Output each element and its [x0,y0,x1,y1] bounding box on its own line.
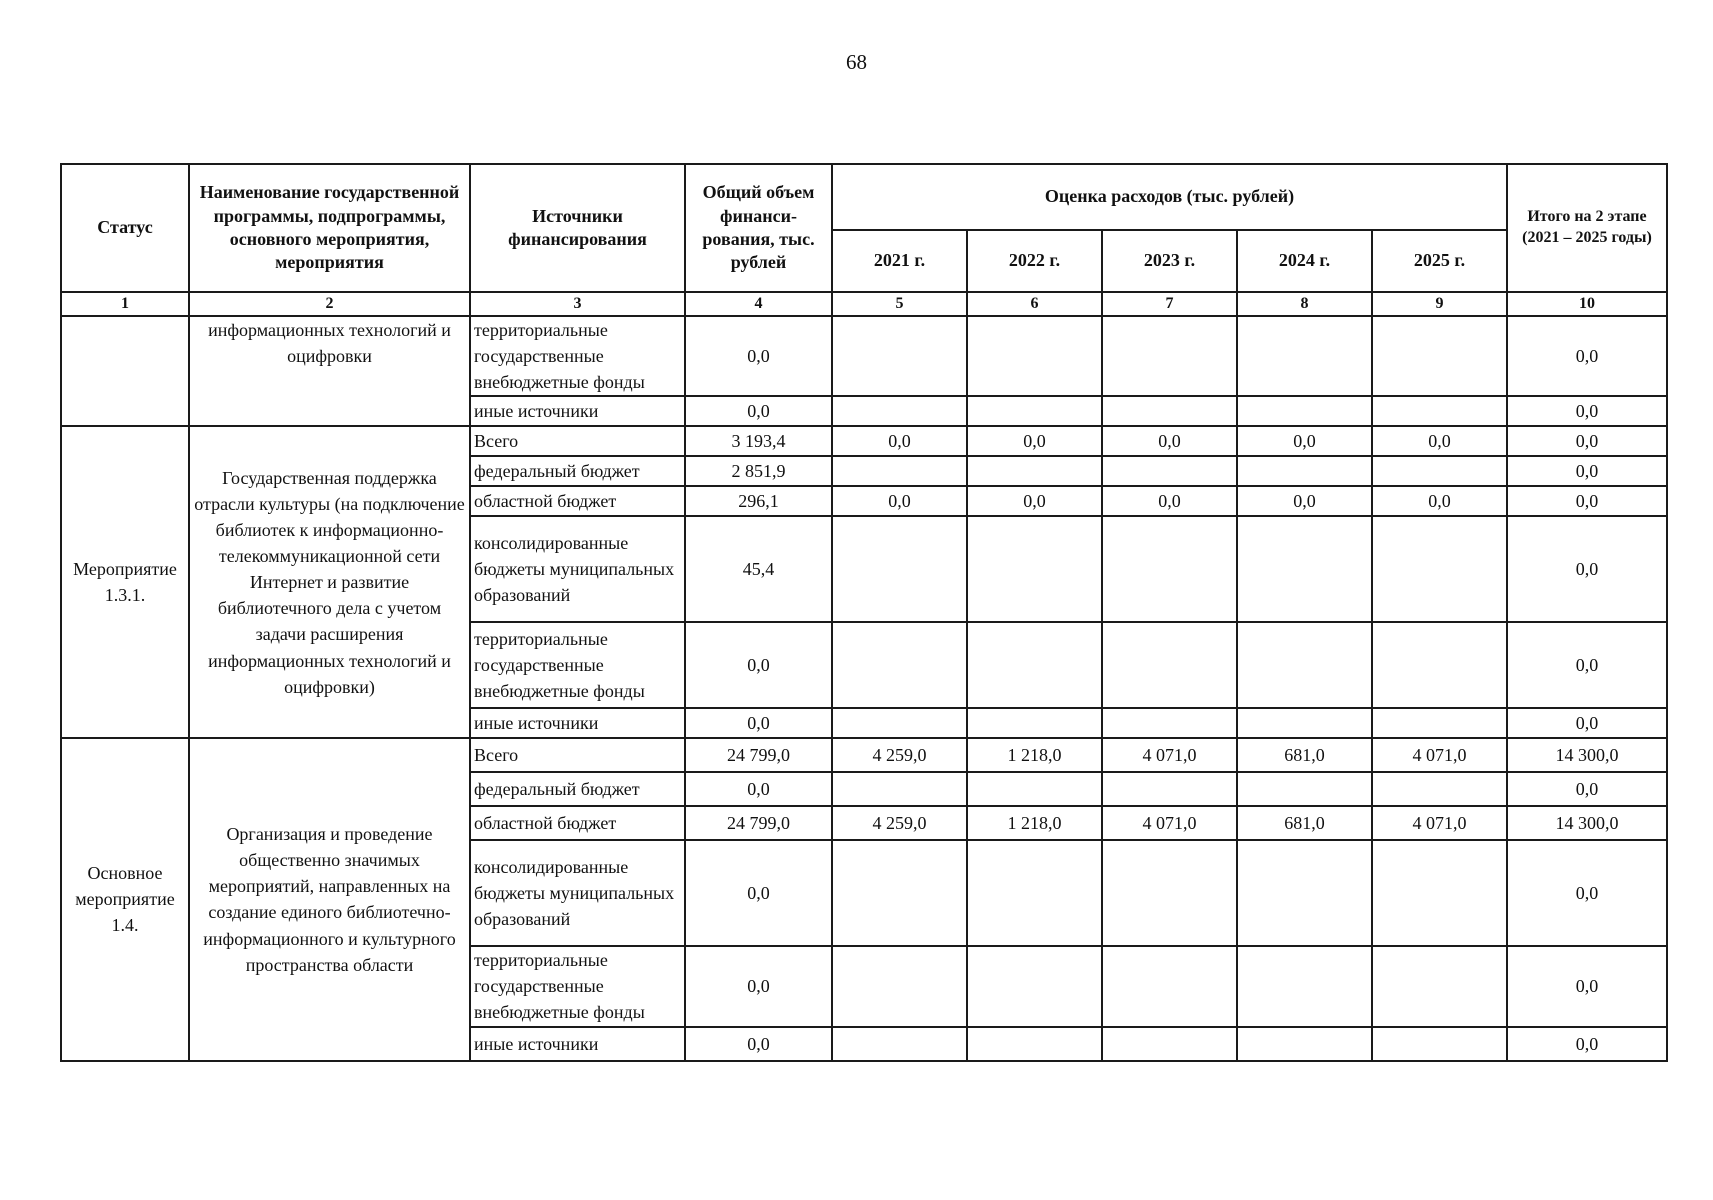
column-index: 6 [967,292,1102,316]
header-status: Статус [61,164,189,292]
year-cell [1372,456,1507,486]
year-cell: 0,0 [967,426,1102,456]
year-cell [1372,316,1507,396]
year-cell [832,396,967,426]
year-cell [967,1027,1102,1061]
year-cell [832,516,967,622]
source-cell: иные источники [470,1027,685,1061]
status-cell: Мероприятие 1.3.1. [61,426,189,738]
total-cell: 3 193,4 [685,426,832,456]
year-cell: 0,0 [1237,486,1372,516]
year-cell: 4 071,0 [1372,806,1507,840]
year-cell [967,396,1102,426]
total-cell: 296,1 [685,486,832,516]
total-cell: 0,0 [685,946,832,1026]
year-cell: 681,0 [1237,806,1372,840]
total-cell: 0,0 [685,622,832,708]
stage-total-cell: 0,0 [1507,1027,1667,1061]
total-cell: 0,0 [685,1027,832,1061]
year-cell: 0,0 [1237,426,1372,456]
source-cell: федеральный бюджет [470,772,685,806]
header-name: Наименование государственной программы, подпрограммы, основного мероприятия, мероприятия [189,164,470,292]
year-cell [967,622,1102,708]
year-cell [832,840,967,946]
budget-table [60,163,1668,1062]
source-cell: федеральный бюджет [470,456,685,486]
stage-total-cell: 0,0 [1507,516,1667,622]
year-cell [1102,516,1237,622]
header-year: 2025 г. [1372,230,1507,292]
source-cell: областной бюджет [470,806,685,840]
source-cell: Всего [470,738,685,772]
year-cell [832,316,967,396]
year-cell [832,1027,967,1061]
year-cell [967,316,1102,396]
total-cell: 0,0 [685,396,832,426]
total-cell: 24 799,0 [685,738,832,772]
column-index: 4 [685,292,832,316]
stage-total-cell: 0,0 [1507,396,1667,426]
stage-total-cell: 0,0 [1507,486,1667,516]
stage-total-cell: 0,0 [1507,708,1667,738]
year-cell: 4 259,0 [832,806,967,840]
year-cell: 4 259,0 [832,738,967,772]
stage-total-cell: 14 300,0 [1507,738,1667,772]
program-name-cell: информационных технологий и оцифровки [189,316,470,426]
year-cell [1237,840,1372,946]
year-cell [1237,1027,1372,1061]
program-name-cell: Организация и проведение общественно значимых мероприятий, направленных на создание единого библиотечно-информационного и культурного пространства области [189,738,470,1060]
year-cell [1237,946,1372,1026]
table-row [61,426,1667,456]
year-cell [1102,622,1237,708]
header-year: 2023 г. [1102,230,1237,292]
year-cell: 0,0 [967,486,1102,516]
source-cell: иные источники [470,396,685,426]
year-cell: 1 218,0 [967,738,1102,772]
year-cell [1237,516,1372,622]
year-cell [1102,840,1237,946]
year-cell [967,708,1102,738]
source-cell: иные источники [470,708,685,738]
year-cell [1237,456,1372,486]
year-cell [1372,840,1507,946]
total-cell: 0,0 [685,708,832,738]
page-number: 68 [846,50,867,74]
header-estimate: Оценка расходов (тыс. рублей) [832,164,1507,230]
status-cell [61,316,189,426]
year-cell [832,946,967,1026]
year-cell [1372,1027,1507,1061]
year-cell: 1 218,0 [967,806,1102,840]
status-cell: Основное мероприятие 1.4. [61,738,189,1060]
year-cell: 4 071,0 [1102,806,1237,840]
year-cell [832,456,967,486]
year-cell [832,772,967,806]
source-cell: территориальные государственные внебюджетные фонды [470,946,685,1026]
stage-total-cell: 0,0 [1507,622,1667,708]
header-sources: Источники финансирования [470,164,685,292]
year-cell: 4 071,0 [1102,738,1237,772]
column-index: 10 [1507,292,1667,316]
year-cell [967,516,1102,622]
year-cell [1237,708,1372,738]
header-year: 2021 г. [832,230,967,292]
year-cell [1372,708,1507,738]
total-cell: 45,4 [685,516,832,622]
header-year: 2024 г. [1237,230,1372,292]
source-cell: консолидированные бюджеты муниципальных образований [470,840,685,946]
table-row [61,738,1667,772]
stage-total-cell: 0,0 [1507,426,1667,456]
year-cell [1102,396,1237,426]
year-cell [1372,516,1507,622]
header-stage-total: Итого на 2 этапе (2021 – 2025 годы) [1507,164,1667,292]
source-cell: территориальные государственные внебюджетные фонды [470,316,685,396]
year-cell [1372,396,1507,426]
year-cell: 4 071,0 [1372,738,1507,772]
year-cell [1102,708,1237,738]
year-cell [967,946,1102,1026]
year-cell: 0,0 [832,486,967,516]
year-cell: 681,0 [1237,738,1372,772]
year-cell [1372,772,1507,806]
year-cell [1237,622,1372,708]
column-index: 8 [1237,292,1372,316]
column-index: 2 [189,292,470,316]
year-cell [832,708,967,738]
year-cell [967,840,1102,946]
column-index: 9 [1372,292,1507,316]
source-cell: территориальные государственные внебюджетные фонды [470,622,685,708]
year-cell: 0,0 [1102,426,1237,456]
year-cell [1237,772,1372,806]
total-cell: 0,0 [685,840,832,946]
column-index: 3 [470,292,685,316]
total-cell: 0,0 [685,772,832,806]
column-index: 7 [1102,292,1237,316]
year-cell [1372,622,1507,708]
year-cell: 0,0 [1372,486,1507,516]
year-cell [967,772,1102,806]
source-cell: консолидированные бюджеты муниципальных образований [470,516,685,622]
year-cell [832,622,967,708]
total-cell: 24 799,0 [685,806,832,840]
year-cell [1237,316,1372,396]
source-cell: Всего [470,426,685,456]
year-cell [1102,1027,1237,1061]
program-name-cell: Государственная поддержка отрасли культуры (на подключение библиотек к информационно-телекоммуникационной сети Интернет и развитие библиотечного дела с учетом задачи расширения информационных технологий и оцифровки) [189,426,470,738]
header-year: 2022 г. [967,230,1102,292]
year-cell [1102,456,1237,486]
table-row [61,316,1667,396]
stage-total-cell: 0,0 [1507,840,1667,946]
stage-total-cell: 14 300,0 [1507,806,1667,840]
column-index: 5 [832,292,967,316]
source-cell: областной бюджет [470,486,685,516]
year-cell [1102,946,1237,1026]
stage-total-cell: 0,0 [1507,316,1667,396]
stage-total-cell: 0,0 [1507,772,1667,806]
stage-total-cell: 0,0 [1507,946,1667,1026]
stage-total-cell: 0,0 [1507,456,1667,486]
year-cell [1102,316,1237,396]
column-index: 1 [61,292,189,316]
year-cell [1237,396,1372,426]
total-cell: 2 851,9 [685,456,832,486]
header-total-volume: Общий объем финанси-рования, тыс. рублей [685,164,832,292]
year-cell [1372,946,1507,1026]
year-cell: 0,0 [832,426,967,456]
year-cell: 0,0 [1372,426,1507,456]
year-cell [1102,772,1237,806]
total-cell: 0,0 [685,316,832,396]
year-cell [967,456,1102,486]
year-cell: 0,0 [1102,486,1237,516]
